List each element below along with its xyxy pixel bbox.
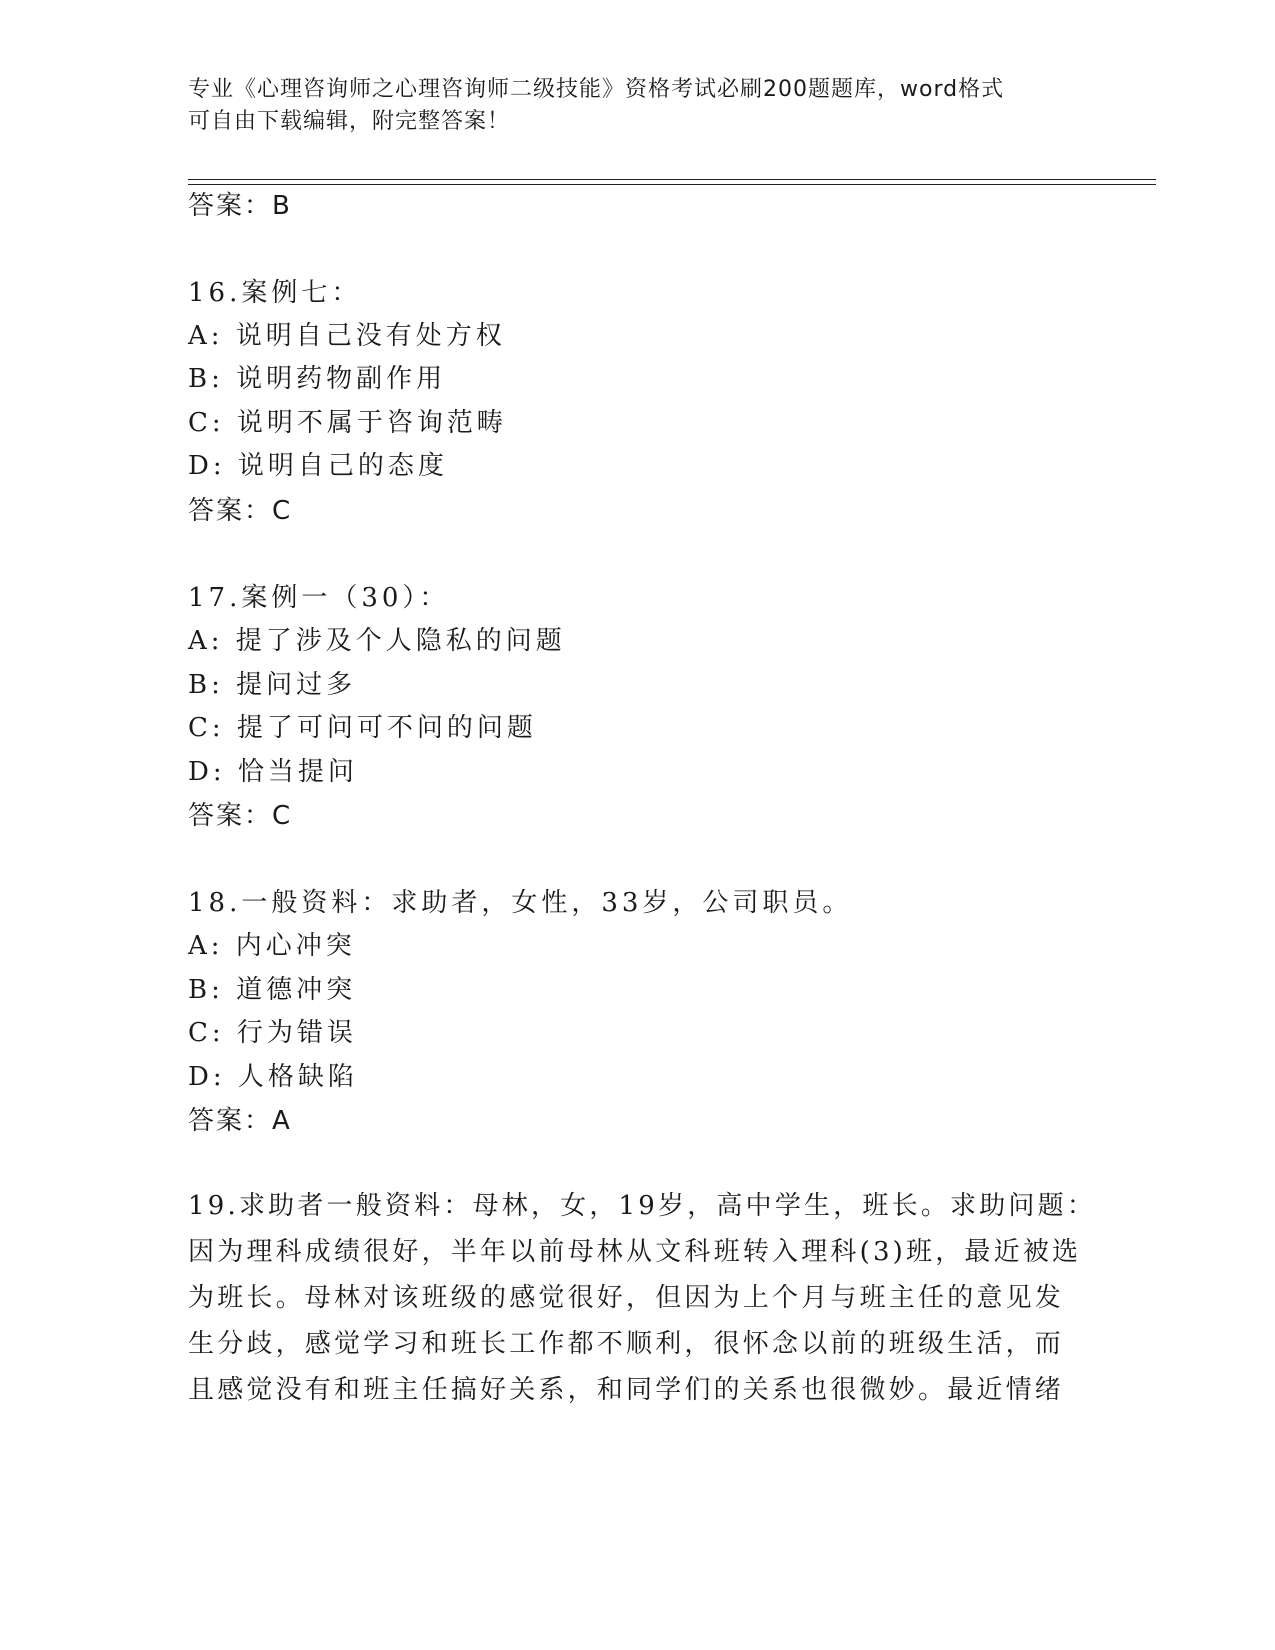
question-19-paragraph [188, 1183, 1097, 1413]
question-19-line-3: 为班长。母林对该班级的感觉很好，但因为上个月与班主任的意见发 [188, 1283, 1065, 1313]
question-17-option-a: A: 提了涉及个人隐私的问题 [188, 626, 566, 656]
question-16-title: 16.案例七： [188, 278, 362, 308]
question-18-answer: 答案：A [188, 1106, 292, 1136]
question-17-option-d: D: 恰当提问 [188, 757, 358, 787]
question-18-title: 18.一般资料：求助者，女性，33岁，公司职员。 [188, 888, 853, 918]
question-16-option-b: B: 说明药物副作用 [188, 364, 447, 394]
header-line-1: 专业《心理咨询师之心理咨询师二级技能》资格考试必刷200题题库，word格式 [188, 77, 1005, 102]
question-18-option-b: B: 道德冲突 [188, 975, 357, 1005]
header-rule-top [188, 179, 1156, 180]
answer-prev: 答案：B [188, 191, 292, 221]
question-16-answer: 答案：C [188, 496, 293, 526]
question-17-option-b: B: 提问过多 [188, 670, 357, 700]
header-line-2: 可自由下载编辑，附完整答案！ [188, 109, 511, 134]
question-19-line-1: 19.求助者一般资料：母林，女，19岁，高中学生，班长。求助问题： [188, 1191, 1097, 1221]
question-19-line-5: 且感觉没有和班主任搞好关系，和同学们的关系也很微妙。最近情绪 [188, 1375, 1065, 1405]
question-19-line-2: 因为理科成绩很好，半年以前母林从文科班转入理科(3)班，最近被选 [188, 1237, 1082, 1267]
header-rule-bottom [188, 184, 1156, 185]
question-19-line-4: 生分歧，感觉学习和班长工作都不顺利，很怀念以前的班级生活，而 [188, 1329, 1065, 1359]
question-18-option-c: C: 行为错误 [188, 1018, 357, 1048]
document-header [188, 74, 1088, 138]
question-17-option-c: C: 提了可问可不问的问题 [188, 713, 537, 743]
question-17-answer: 答案：C [188, 801, 293, 831]
question-18-option-d: D: 人格缺陷 [188, 1062, 358, 1092]
question-17-title: 17.案例一（30）： [188, 583, 450, 613]
question-18-option-a: A: 内心冲突 [188, 931, 356, 961]
question-16-option-a: A: 说明自己没有处方权 [188, 321, 506, 351]
question-16-option-d: D: 说明自己的态度 [188, 451, 448, 481]
question-16-option-c: C: 说明不属于咨询范畴 [188, 408, 507, 438]
